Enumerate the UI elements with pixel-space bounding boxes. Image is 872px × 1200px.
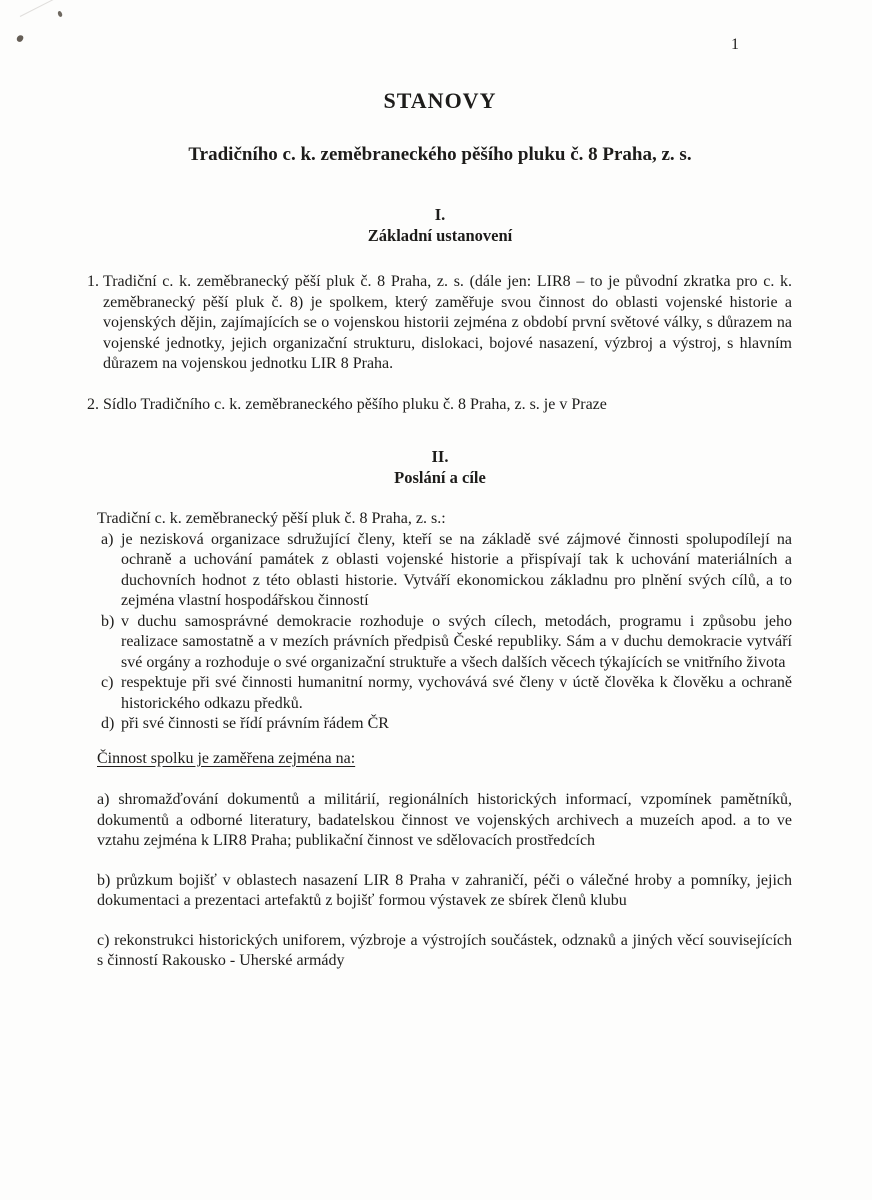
section-2-numeral: II. <box>431 447 449 466</box>
activity-paragraph <box>97 871 792 912</box>
section-1-heading <box>88 205 792 246</box>
section-2-title: Poslání a cíle <box>394 468 486 487</box>
section-2-intro: Tradiční c. k. zeměbranecký pěší pluk č. 8 Praha, z. s.: <box>97 510 446 527</box>
section-1-items <box>88 272 792 415</box>
activities-heading <box>97 749 792 770</box>
point-text: při své činnosti se řídí právním řádem ČR <box>121 715 389 732</box>
activity-paragraph <box>97 790 792 852</box>
point-letter: c) <box>101 674 114 691</box>
point-text: respektuje při své činnosti humanitní normy, vychovává své členy v úctě člověka k člověku a ochraně historického odkazu předků. <box>121 674 792 712</box>
point-text: je nezisková organizace sdružující členy, kteří se na základě své zájmové činnosti spolupodílejí na ochraně a uchování památek z oblasti vojenské historie a přispívají tak k uchování materiálních a duchovních hodnot z této oblasti historie. Vytváří ekonomickou základnu pro plnění svých cílů, a to zejména vlastní hospodářskou činností <box>121 530 792 609</box>
lettered-point <box>101 673 792 714</box>
activities-heading-text: Činnost spolku je zaměřena zejména na: <box>97 749 356 767</box>
scan-speckle <box>16 34 24 43</box>
document-subtitle: Tradičního c. k. zeměbraneckého pěšího pluku č. 8 Praha, z. s. <box>188 144 692 165</box>
point-text: v duchu samosprávné demokracie rozhoduje o svých cílech, metodách, programu i způsobu jeho realizace samostatně a v mezích právních předpisů České republiky. Sám a v duchu demokracie vytváří své orgány a rozhoduje o své organizační struktuře a všech dalších věcech týkajících se vnitřního života <box>121 612 792 671</box>
scan-speckle <box>57 10 63 17</box>
point-letter: b) <box>101 612 115 630</box>
document-title: STANOVY <box>383 88 497 113</box>
activity-letter: c) <box>97 931 110 949</box>
scan-smudge <box>20 0 61 17</box>
section-1-title: Základní ustanovení <box>367 226 513 245</box>
activity-letter: b) <box>97 871 111 889</box>
document-body <box>88 0 792 972</box>
item-text: Tradiční c. k. zeměbranecký pěší pluk č. 8 Praha, z. s. (dále jen: LIR8 – to je původní zkratka pro c. k. zeměbranecký pěší pluk č. 8) je spolkem, který zaměřuje svou činnost do oblasti vojenské historie a vojenských dějin, zajímajících se o vojenskou historii zejména z období první světové války, s důrazem na vojenské jednotky, jejich organizační strukturu, dislokaci, bojové nasazení, výzbroj a výstroj, s hlavním důrazem na vojenskou jednotku LIR 8 Praha. <box>103 273 792 372</box>
activity-letter: a) <box>97 791 110 808</box>
section-2-heading <box>88 447 792 488</box>
activity-text: shromažďování dokumentů a militárií, regionálních historických informací, vzpomínek pamětníků, dokumentů a odborné literatury, badatelskou činnost ve vojenských archivech a muzeích apod. a to ve vztahu zejména k LIR8 Praha; publikační činnost ve sdělovacích prostředcích <box>97 791 793 849</box>
activities-list <box>88 790 792 972</box>
item-number: 1. <box>87 273 99 290</box>
item-text: Sídlo Tradičního c. k. zeměbraneckého pěšího pluku č. 8 Praha, z. s. je v Praze <box>103 395 607 413</box>
lettered-point <box>101 612 792 674</box>
section-1-numeral: I. <box>434 205 446 224</box>
numbered-item <box>88 272 792 375</box>
lettered-point <box>101 714 792 735</box>
point-letter: d) <box>101 715 115 732</box>
numbered-item <box>88 395 792 416</box>
activity-paragraph <box>97 931 792 972</box>
section-2-points <box>101 530 792 735</box>
activity-text: průzkum bojišť v oblastech nasazení LIR 8 Praha v zahraničí, péči o válečné hroby a pomníky, jejich dokumentaci a prezentaci artefaktů z bojišť formou výstavek ze sbírek členů klubu <box>97 871 793 909</box>
page-number: 1 <box>731 36 740 53</box>
lettered-point <box>101 530 792 612</box>
item-number: 2. <box>87 395 99 413</box>
activity-text: rekonstrukci historických uniforem, výzbroje a výstrojích součástek, odznaků a jiných věcí souvisejících s činností Rakousko - Uherské armády <box>97 931 793 969</box>
point-letter: a) <box>101 530 114 548</box>
